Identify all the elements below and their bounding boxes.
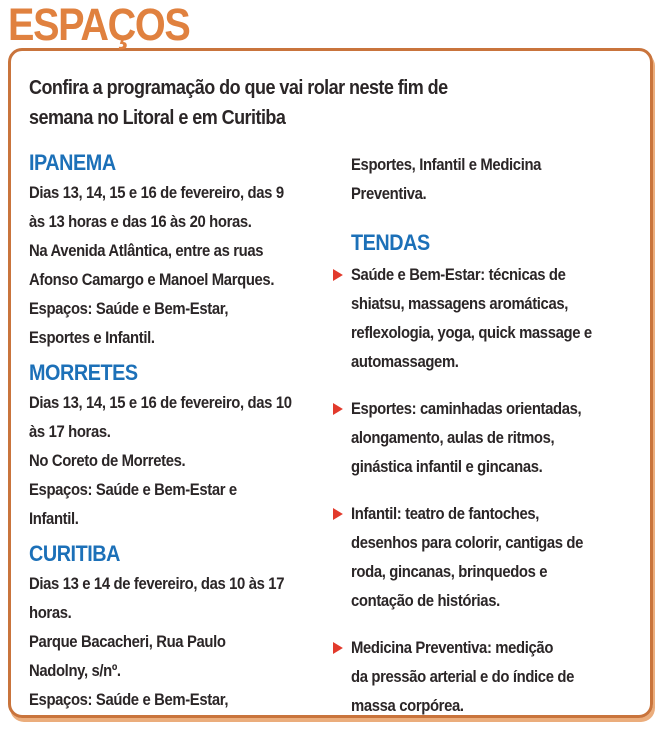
- intro-text: [29, 73, 569, 133]
- text-line: Parque Bacacheri, Rua Paulo: [29, 633, 226, 651]
- bullet-item-esportes: [333, 395, 653, 482]
- section-morretes: [29, 361, 335, 534]
- text-line: Medicina Preventiva: medição: [351, 639, 554, 657]
- bullet-text-medicina: [351, 634, 653, 721]
- text-line: às 17 horas.: [29, 423, 111, 441]
- text-line: Infantil: teatro de fantoches,: [351, 505, 540, 523]
- arrow-bullet-icon: [333, 403, 351, 415]
- text-line: Esportes, Infantil e Medicina: [351, 156, 542, 174]
- text-line: desenhos para colorir, cantigas de: [351, 534, 584, 552]
- bullet-text-saude: [351, 261, 653, 377]
- text-line: Dias 13, 14, 15 e 16 de fevereiro, das 9: [29, 184, 284, 202]
- content-frame: [8, 48, 653, 718]
- arrow-bullet-icon: [333, 269, 351, 281]
- text-line: shiatsu, massagens aromáticas,: [351, 295, 569, 313]
- bullet-item-infantil: [333, 500, 653, 616]
- text-line: horas.: [29, 604, 72, 622]
- text-line: Nadolny, s/nº.: [29, 662, 121, 680]
- text-line: Confira a programação do que vai rolar neste fim de: [29, 77, 448, 99]
- text-line: massa corpórea.: [351, 697, 464, 715]
- section-body-ipanema: [29, 179, 335, 353]
- text-line: Preventiva.: [351, 185, 427, 203]
- section-ipanema: [29, 151, 335, 353]
- bullet-text-esportes: [351, 395, 653, 482]
- left-column: [29, 151, 335, 723]
- text-line: roda, gincanas, brinquedos e: [351, 563, 548, 581]
- text-line: Espaços: Saúde e Bem-Estar,: [29, 691, 229, 709]
- bullet-item-medicina: [333, 634, 653, 721]
- text-line: alongamento, aulas de ritmos,: [351, 429, 555, 447]
- text-line: Esportes e Infantil.: [29, 329, 155, 347]
- text-line: automassagem.: [351, 353, 459, 371]
- text-line: ginástica infantil e gincanas.: [351, 458, 543, 476]
- bullet-item-saude: [333, 261, 653, 377]
- text-line: Esportes: caminhadas orientadas,: [351, 400, 582, 418]
- text-line: semana no Litoral e em Curitiba: [29, 107, 286, 129]
- section-heading-tendas: TENDAS: [351, 230, 430, 255]
- section-heading-morretes: MORRETES: [29, 360, 138, 385]
- text-line: às 13 horas e das 16 às 20 horas.: [29, 213, 252, 231]
- text-line: Afonso Camargo e Manoel Marques.: [29, 271, 275, 289]
- section-heading-ipanema: IPANEMA: [29, 150, 116, 175]
- text-line: No Coreto de Morretes.: [29, 452, 186, 470]
- text-line: Espaços: Saúde e Bem-Estar e: [29, 481, 237, 499]
- text-line: da pressão arterial e do índice de: [351, 668, 574, 686]
- bullet-text-infantil: [351, 500, 653, 616]
- curitiba-continuation-text: [351, 151, 653, 209]
- text-line: Espaços: Saúde e Bem-Estar,: [29, 300, 229, 318]
- section-heading-curitiba: CURITIBA: [29, 541, 120, 566]
- arrow-bullet-icon: [333, 642, 351, 654]
- arrow-bullet-icon: [333, 508, 351, 520]
- text-line: Na Avenida Atlântica, entre as ruas: [29, 242, 264, 260]
- text-line: Saúde e Bem-Estar: técnicas de: [351, 266, 566, 284]
- text-line: Dias 13, 14, 15 e 16 de fevereiro, das 10: [29, 394, 292, 412]
- section-body-curitiba: [29, 570, 335, 715]
- section-curitiba: [29, 542, 335, 715]
- text-line: reflexologia, yoga, quick massage e: [351, 324, 592, 342]
- page-title: ESPAÇOS: [8, 0, 190, 50]
- right-column: [333, 151, 653, 721]
- text-line: Dias 13 e 14 de fevereiro, das 10 às 17: [29, 575, 285, 593]
- text-line: Infantil.: [29, 510, 79, 528]
- text-line: contação de histórias.: [351, 592, 500, 610]
- section-body-morretes: [29, 389, 335, 534]
